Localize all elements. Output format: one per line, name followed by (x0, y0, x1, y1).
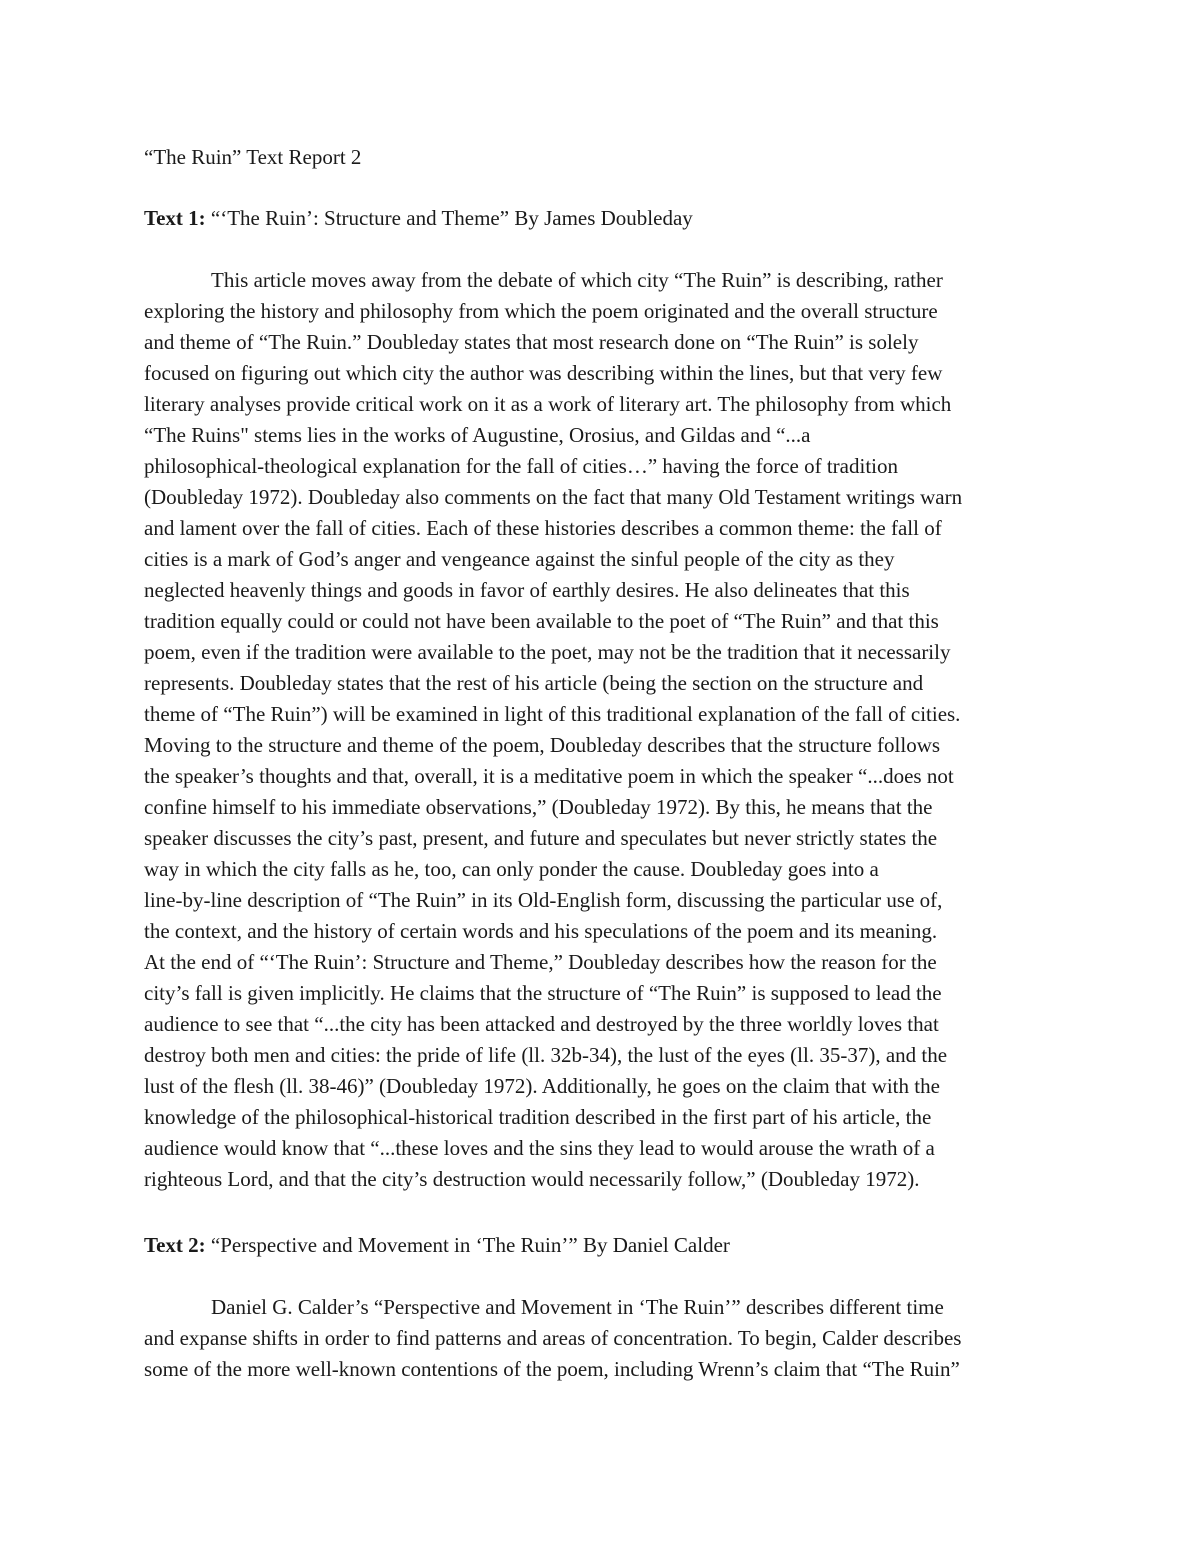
paragraph-line: some of the more well-known contentions of the poem, including Wrenn’s claim that “The Ruin” (144, 1357, 960, 1381)
paragraph-line: the context, and the history of certain words and his speculations of the poem and its meaning. (144, 919, 938, 943)
paragraph-line: represents. Doubleday states that the rest of his article (being the section on the structure and (144, 671, 924, 695)
paragraph-line: At the end of “‘The Ruin’: Structure and Theme,” Doubleday describes how the reason for the (144, 950, 937, 974)
paragraph-line: audience to see that “...the city has been attacked and destroyed by the three worldly loves that (144, 1012, 939, 1036)
paragraph-line: and lament over the fall of cities. Each of these histories describes a common theme: the fall of (144, 516, 942, 540)
section-label: Text 1: (144, 206, 206, 230)
paragraph-line: exploring the history and philosophy from which the poem originated and the overall structure (144, 299, 938, 323)
paragraph-line: focused on figuring out which city the author was describing within the lines, but that very few (144, 361, 943, 385)
paragraph-line: and expanse shifts in order to find patterns and areas of concentration. To begin, Calder describes (144, 1326, 962, 1350)
paragraph-line: destroy both men and cities: the pride of life (ll. 32b-34), the lust of the eyes (ll. 35-37), and the (144, 1043, 948, 1067)
paragraph-line: poem, even if the tradition were available to the poet, may not be the tradition that it necessarily (144, 640, 951, 664)
paragraph-line: confine himself to his immediate observations,” (Doubleday 1972). By this, he means that the (144, 795, 933, 819)
paragraph-line: literary analyses provide critical work on it as a work of literary art. The philosophy from which (144, 392, 952, 416)
section-paragraph (144, 265, 1064, 1195)
paragraph-line: neglected heavenly things and goods in favor of earthly desires. He also delineates that this (144, 578, 910, 602)
paragraph-line: the speaker’s thoughts and that, overall, it is a meditative poem in which the speaker “...does not (144, 764, 954, 788)
section-label: Text 2: (144, 1233, 206, 1257)
paragraph-line: and theme of “The Ruin.” Doubleday states that most research done on “The Ruin” is solely (144, 330, 919, 354)
document-title: “The Ruin” Text Report 2 (144, 145, 362, 169)
paragraph-line: line-by-line description of “The Ruin” in its Old-English form, discussing the particular use of, (144, 888, 943, 912)
paragraph-line: way in which the city falls as he, too, can only ponder the cause. Doubleday goes into a (144, 857, 879, 881)
paragraph-line: “The Ruins" stems lies in the works of Augustine, Orosius, and Gildas and “...a (144, 423, 811, 447)
section-paragraph (144, 1292, 1064, 1385)
paragraph-line: audience would know that “...these loves and the sins they lead to would arouse the wrath of a (144, 1136, 935, 1160)
paragraph-line: lust of the flesh (ll. 38-46)” (Doubleday 1972). Additionally, he goes on the claim that with the (144, 1074, 940, 1098)
paragraph-line: Daniel G. Calder’s “Perspective and Movement in ‘The Ruin’” describes different time (211, 1295, 944, 1319)
paragraph-line: cities is a mark of God’s anger and vengeance against the sinful people of the city as they (144, 547, 895, 571)
section-citation: “‘The Ruin’: Structure and Theme” By James Doubleday (205, 206, 693, 230)
section-heading (144, 203, 693, 234)
paragraph-line: theme of “The Ruin”) will be examined in light of this traditional explanation of the fall of cities. (144, 702, 961, 726)
section-citation: “Perspective and Movement in ‘The Ruin’” By Daniel Calder (205, 1233, 730, 1257)
paragraph-line: Moving to the structure and theme of the poem, Doubleday describes that the structure follows (144, 733, 941, 757)
paragraph-line: philosophical-theological explanation for the fall of cities…” having the force of tradition (144, 454, 899, 478)
paragraph-line: righteous Lord, and that the city’s destruction would necessarily follow,” (Doubleday 1972). (144, 1167, 920, 1191)
paragraph-line: knowledge of the philosophical-historical tradition described in the first part of his article, the (144, 1105, 932, 1129)
section-heading (144, 1230, 730, 1261)
paragraph-line: speaker discusses the city’s past, present, and future and speculates but never strictly states the (144, 826, 938, 850)
paragraph-line: This article moves away from the debate of which city “The Ruin” is describing, rather (211, 268, 943, 292)
paragraph-line: (Doubleday 1972). Doubleday also comments on the fact that many Old Testament writings warn (144, 485, 963, 509)
paragraph-line: tradition equally could or could not have been available to the poet of “The Ruin” and that this (144, 609, 939, 633)
paragraph-line: city’s fall is given implicitly. He claims that the structure of “The Ruin” is supposed to lead the (144, 981, 942, 1005)
